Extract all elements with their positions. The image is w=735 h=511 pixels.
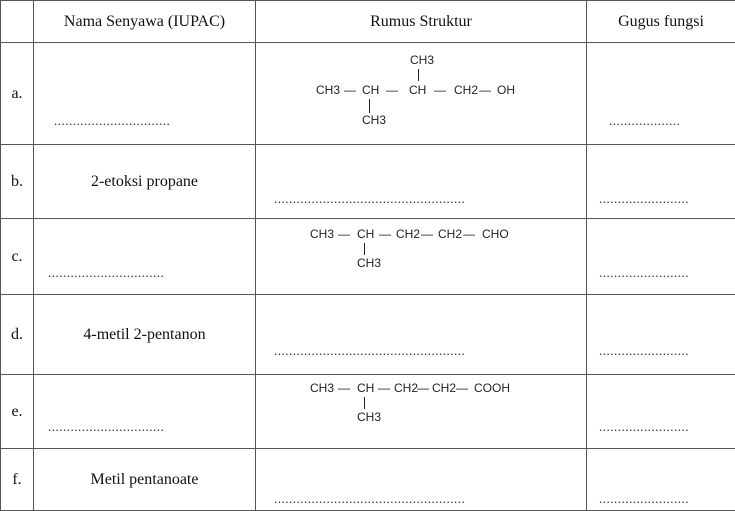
formula-atom: CHO — [482, 227, 509, 241]
functional-group-cell — [587, 375, 735, 449]
name-cell — [34, 375, 256, 449]
formula-bond: — — [386, 83, 398, 97]
header-name: Nama Senyawa (IUPAC) — [34, 1, 256, 43]
table-row — [1, 375, 735, 449]
structure-cell — [256, 375, 587, 449]
formula-atom: CH3 — [310, 381, 334, 395]
formula-atom: CH2 — [454, 83, 478, 97]
formula-atom: CH2 — [438, 227, 462, 241]
name-cell — [34, 295, 256, 375]
structural-formula — [316, 43, 576, 143]
row-label: a. — [1, 43, 34, 145]
functional-group-cell — [587, 295, 735, 375]
table-row — [1, 295, 735, 375]
functional-group-cell — [587, 43, 735, 145]
formula-bottom-substituent: CH3 — [362, 113, 386, 127]
name-blank[interactable]: ............................... — [48, 419, 164, 435]
row-label: e. — [1, 375, 34, 449]
name-cell — [34, 449, 256, 511]
formula-top-substituent: CH3 — [410, 53, 434, 67]
row-label: c. — [1, 219, 34, 295]
structure-blank[interactable]: ................................................... — [274, 191, 465, 207]
formula-atom: CH2 — [432, 381, 456, 395]
row-label: f. — [1, 449, 34, 511]
functional-group-blank[interactable]: ........................ — [599, 419, 689, 435]
structure-cell — [256, 219, 587, 295]
name-cell — [34, 219, 256, 295]
functional-group-cell — [587, 219, 735, 295]
functional-group-blank[interactable]: ........................ — [599, 265, 689, 281]
header-row — [1, 1, 735, 43]
formula-bond: — — [338, 227, 350, 241]
formula-atom: CH3 — [310, 227, 334, 241]
formula-bond: — — [344, 83, 356, 97]
name-cell — [34, 43, 256, 145]
table-row — [1, 145, 735, 219]
table-row — [1, 219, 735, 295]
formula-atom: CH2 — [394, 381, 418, 395]
structural-formula — [310, 375, 570, 447]
name-blank[interactable]: ............................... — [48, 265, 164, 281]
formula-atom: CH — [362, 83, 379, 97]
formula-bond: — — [479, 83, 491, 97]
structure-cell — [256, 145, 587, 219]
functional-group-blank[interactable]: ........................ — [599, 491, 689, 507]
header-label — [1, 1, 34, 43]
name-blank[interactable]: ............................... — [54, 113, 170, 129]
formula-atom: CH — [357, 227, 374, 241]
compound-name: 2-etoksi propane — [91, 173, 198, 190]
structure-cell — [256, 43, 587, 145]
structure-cell — [256, 295, 587, 375]
formula-atom: CH — [409, 83, 426, 97]
structure-cell — [256, 449, 587, 511]
structure-blank[interactable]: ................................................... — [274, 343, 465, 359]
table-row — [1, 449, 735, 511]
functional-group-cell — [587, 145, 735, 219]
formula-atom: COOH — [474, 381, 510, 395]
formula-bond: — — [378, 381, 390, 395]
row-label: d. — [1, 295, 34, 375]
formula-bond: — — [338, 381, 350, 395]
functional-group-blank[interactable]: ........................ — [599, 191, 689, 207]
formula-atom: CH — [357, 381, 374, 395]
formula-bond: — — [456, 381, 468, 395]
formula-bond: — — [463, 227, 475, 241]
compound-name: 4-metil 2-pentanon — [83, 326, 205, 343]
row-label: b. — [1, 145, 34, 219]
header-functional-group: Gugus fungsi — [587, 1, 735, 43]
functional-group-cell — [587, 449, 735, 511]
structural-formula — [310, 219, 570, 293]
formula-bond: — — [417, 381, 429, 395]
formula-bottom-substituent: CH3 — [357, 256, 381, 270]
formula-atom: CH2 — [396, 227, 420, 241]
compound-name: Metil pentanoate — [91, 471, 199, 488]
table-row — [1, 43, 735, 145]
formula-bond: — — [434, 83, 446, 97]
formula-atom: OH — [497, 83, 515, 97]
formula-bottom-substituent: CH3 — [357, 410, 381, 424]
structure-blank[interactable]: ................................................... — [274, 491, 465, 507]
name-cell — [34, 145, 256, 219]
header-structure: Rumus Struktur — [256, 1, 587, 43]
functional-group-blank[interactable]: ........................ — [599, 343, 689, 359]
functional-group-blank[interactable]: ................... — [609, 113, 680, 129]
formula-bond: — — [421, 227, 433, 241]
formula-atom: CH3 — [316, 83, 340, 97]
formula-bond: — — [379, 227, 391, 241]
